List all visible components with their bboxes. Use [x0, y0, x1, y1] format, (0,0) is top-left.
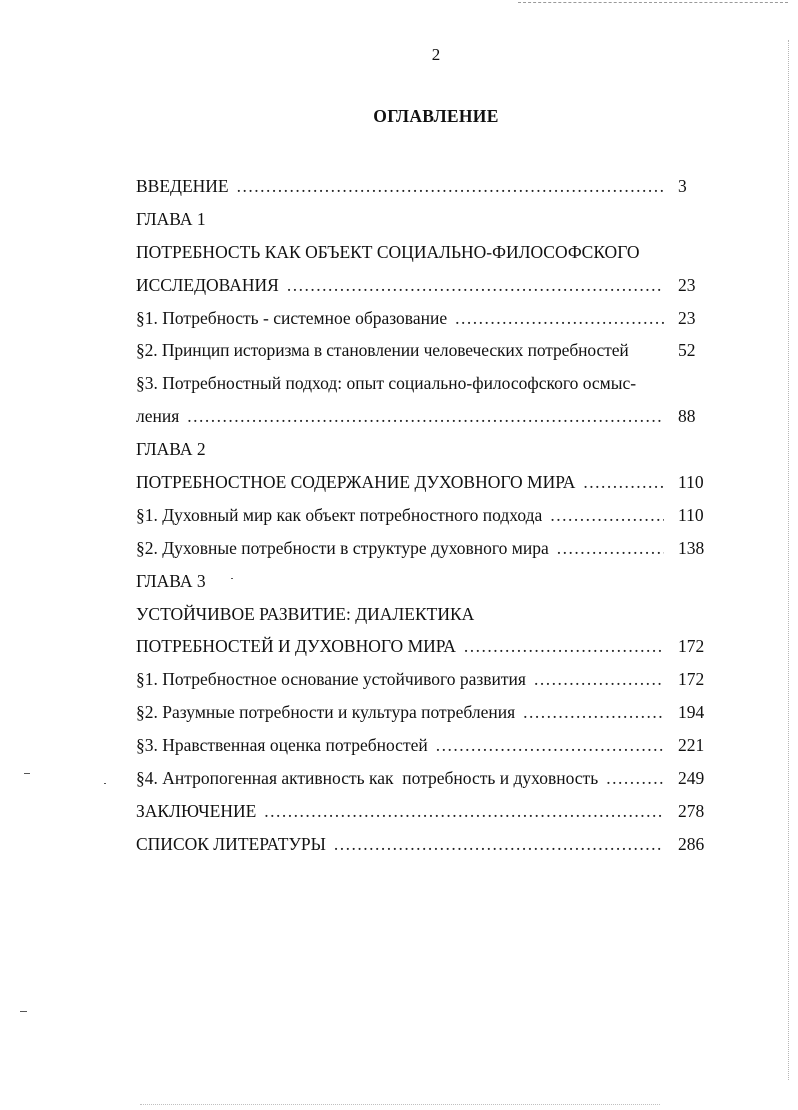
toc-entry-text: ПОТРЕБНОСТЕЙ И ДУХОВНОГО МИРА [136, 636, 456, 657]
toc-entry[interactable] [136, 400, 720, 433]
toc-chapter-heading[interactable] [136, 203, 720, 236]
toc-dot-leader [606, 762, 664, 795]
toc-entry-text: ПОТРЕБНОСТЬ КАК ОБЪЕКТ СОЦИАЛЬНО-ФИЛОСОФСКОГО [136, 241, 640, 262]
table-of-contents [136, 170, 720, 861]
toc-entry-text: ИССЛЕДОВАНИЯ [136, 274, 279, 295]
toc-entry-text: §3. Нравственная оценка потребностей [136, 735, 428, 756]
toc-entry-page: 249 [678, 768, 705, 789]
toc-chapter-title[interactable] [136, 236, 720, 269]
toc-entry-page: 172 [678, 669, 705, 690]
toc-entry-page: 23 [678, 274, 696, 295]
toc-dot-leader [187, 400, 664, 433]
toc-dot-leader [557, 532, 664, 565]
scan-speck [20, 1011, 27, 1012]
toc-entry[interactable] [136, 532, 720, 565]
toc-entry-text: ГЛАВА 1 [136, 208, 206, 229]
toc-entry-text: §2. Духовные потребности в структуре духовного мира [136, 537, 549, 558]
page-number: 2 [431, 45, 441, 64]
toc-entry[interactable] [136, 795, 720, 828]
toc-entry-page: 278 [678, 800, 705, 821]
toc-entry-text: ПОТРЕБНОСТНОЕ СОДЕРЖАНИЕ ДУХОВНОГО МИРА [136, 472, 576, 493]
scan-artifact-bottom [140, 1104, 660, 1106]
toc-entry[interactable] [136, 334, 720, 367]
toc-dot-leader [455, 302, 664, 335]
toc-entry[interactable] [136, 663, 720, 696]
toc-entry-text: ГЛАВА 3 [136, 570, 206, 591]
toc-dot-leader [237, 170, 664, 203]
toc-entry[interactable] [136, 170, 720, 203]
toc-entry[interactable] [136, 828, 720, 861]
toc-entry-text: §2. Разумные потребности и культура потребления [136, 702, 516, 723]
toc-entry-text: §4. Антропогенная активность как потребность и духовность [136, 768, 599, 789]
toc-entry-text: §1. Духовный мир как объект потребностного подхода [136, 504, 543, 525]
toc-entry-page: 138 [678, 537, 705, 558]
toc-entry-page: 23 [678, 307, 696, 328]
toc-entry-text: §1. Потребность - системное образование [136, 307, 448, 328]
toc-entry[interactable] [136, 269, 720, 302]
toc-entry[interactable] [136, 762, 720, 795]
toc-dot-leader [287, 269, 664, 302]
toc-entry-page: 194 [678, 702, 705, 723]
scan-speck [104, 783, 106, 784]
toc-entry-text: §2. Принцип историзма в становлении человеческих потребностей [136, 340, 629, 361]
toc-entry-page: 110 [678, 504, 704, 525]
toc-entry[interactable] [136, 499, 720, 532]
toc-dot-leader [334, 828, 664, 861]
toc-entry[interactable] [136, 630, 720, 663]
toc-entry-text: СПИСОК ЛИТЕРАТУРЫ [136, 833, 326, 854]
toc-chapter-heading[interactable] [136, 565, 720, 598]
toc-entry-text: §1. Потребностное основание устойчивого развития [136, 669, 526, 690]
toc-entry-text: ВВЕДЕНИЕ [136, 176, 229, 196]
toc-entry-page: 221 [678, 735, 705, 756]
toc-chapter-title[interactable] [136, 598, 720, 631]
toc-chapter-heading[interactable] [136, 433, 720, 466]
toc-entry-text: ГЛАВА 2 [136, 439, 206, 460]
toc-dot-leader [534, 663, 664, 696]
toc-entry-text: ления [136, 406, 180, 427]
toc-entry[interactable] [136, 729, 720, 762]
toc-entry-page: 286 [678, 833, 705, 854]
toc-dot-leader [264, 795, 664, 828]
toc-entry-text: УСТОЙЧИВОЕ РАЗВИТИЕ: ДИАЛЕКТИКА [136, 603, 475, 624]
scan-artifact-right [788, 40, 790, 1080]
toc-dot-leader [523, 696, 664, 729]
scan-artifact-top [518, 2, 788, 4]
toc-entry-text: §3. Потребностный подход: опыт социально-философского осмыс- [136, 373, 637, 394]
toc-dot-leader [550, 499, 664, 532]
toc-entry-text: ЗАКЛЮЧЕНИЕ [136, 800, 257, 821]
toc-entry[interactable] [136, 696, 720, 729]
scan-speck [24, 773, 30, 774]
toc-entry[interactable] [136, 302, 720, 335]
toc-entry-page: 110 [678, 472, 704, 493]
toc-dot-leader [436, 729, 664, 762]
toc-entry-page: 3 [678, 176, 687, 196]
page-title: ОГЛАВЛЕНИЕ [373, 106, 499, 126]
toc-entry-page: 172 [678, 636, 705, 657]
toc-dot-leader [583, 466, 664, 499]
toc-entry-page: 52 [678, 340, 696, 361]
toc-entry-continued[interactable] [136, 367, 720, 400]
toc-entry[interactable] [136, 466, 720, 499]
toc-entry-page: 88 [678, 406, 696, 427]
toc-dot-leader [464, 630, 664, 663]
